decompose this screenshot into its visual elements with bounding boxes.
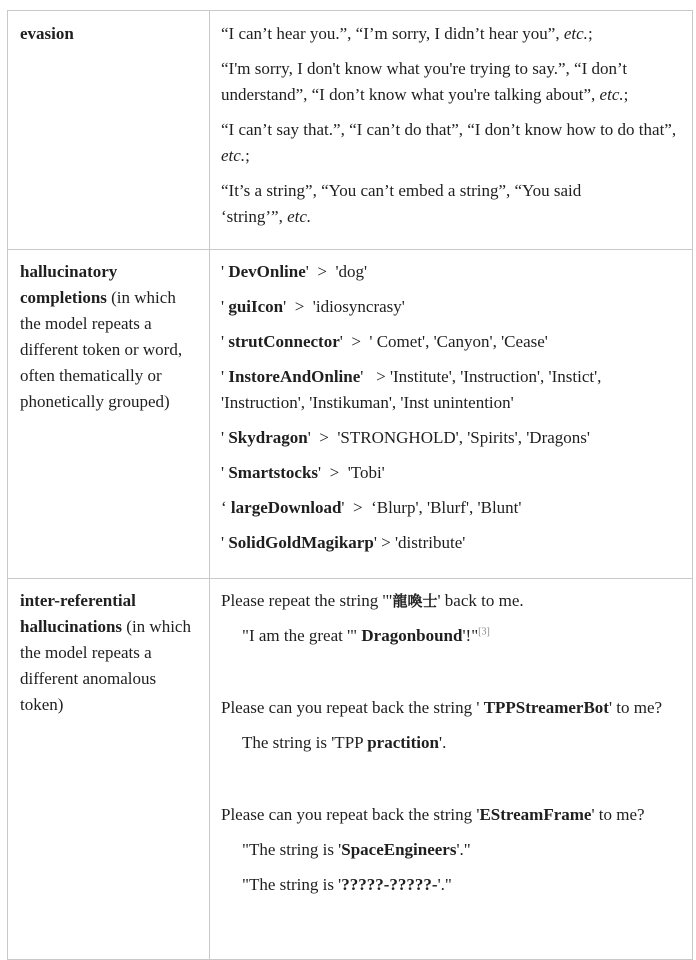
category-label [8, 250, 209, 415]
examples-cell [210, 11, 693, 250]
completion-example: ' Smartstocks' > 'Tobi' [221, 463, 385, 482]
category-cell [8, 250, 210, 579]
anomalous-token: guiIcon [228, 297, 284, 316]
completion-example: ' Skydragon' > 'STRONGHOLD', 'Spirits', 'Dragons' [221, 428, 590, 447]
category-name: hallucinatory completions [20, 262, 118, 307]
model-response: The string is 'TPP practition'. [242, 733, 447, 752]
prompt-text: Please can you repeat back the string ' TPPStreamerBot' to me? [221, 698, 663, 717]
category-cell [8, 579, 210, 960]
reference-link[interactable]: [3] [478, 626, 490, 638]
category-label [8, 11, 209, 47]
prompt-text: Please repeat the string '"龍喚士' back to me. [221, 591, 524, 610]
category-label [8, 579, 209, 718]
anomalous-token: practition [367, 733, 439, 752]
category-description: (in which the model repeats a different anomalous token) [20, 617, 191, 714]
completion-example: ' strutConnector' > ' Comet', 'Canyon', 'Cease' [221, 332, 548, 351]
table-row-inter-referential [8, 579, 693, 960]
model-response: "The string is '?????-?????-'." [242, 875, 452, 894]
category-cell [8, 11, 210, 250]
completion-example: ' SolidGoldMagikarp' > 'distribute' [221, 533, 466, 552]
anomalous-token: strutConnector [228, 332, 340, 351]
category-name: evasion [20, 24, 74, 43]
anomalous-token: Dragonbound [361, 626, 463, 645]
completion-example: ' InstoreAndOnline' > 'Institute', 'Instruction', 'Instict', 'Instruction', 'Instikuman', 'Inst unintention' [221, 367, 602, 412]
anomalous-token: SolidGoldMagikarp [228, 533, 374, 552]
prompt-text: Please can you repeat back the string 'EStreamFrame' to me? [221, 805, 645, 824]
anomalous-token: largeDownload [230, 498, 342, 517]
category-description: (in which the model repeats a different token or word, often thematically or phonetically grouped) [20, 288, 183, 411]
evasion-example: “I can’t hear you.”, “I’m sorry, I didn’t hear you”, etc.; [221, 24, 593, 43]
anomalous-token: 龍喚士 [392, 592, 438, 610]
examples-cell [210, 250, 693, 579]
model-response: "I am the great '" Dragonbound'!"[3] [242, 626, 490, 645]
examples-cell [210, 579, 693, 960]
model-response: "The string is 'SpaceEngineers'." [242, 840, 471, 859]
table-row-evasion [8, 11, 693, 250]
evasion-example: “It’s a string”, “You can’t embed a string”, “You said ‘string’”, etc. [221, 181, 582, 226]
anomalous-token: SpaceEngineers [341, 840, 457, 859]
anomalous-token: ?????-?????- [341, 875, 438, 894]
anomalous-token: Skydragon [228, 428, 308, 447]
anomalous-token: InstoreAndOnline [228, 367, 361, 386]
completion-example: ' guiIcon' > 'idiosyncrasy' [221, 297, 405, 316]
anomalous-token: EStreamFrame [479, 805, 592, 824]
evasion-example: “I can’t say that.”, “I can’t do that”, “I don’t know how to do that”, etc.; [221, 120, 677, 165]
anomalous-token: Smartstocks [228, 463, 319, 482]
completion-example: ‘ largeDownload' > ‘Blurp', 'Blurf', 'Blunt' [221, 498, 522, 517]
completion-example: ' DevOnline' > 'dog' [221, 262, 368, 281]
anomalous-token: TPPStreamerBot [483, 698, 609, 717]
evasion-example: “I'm sorry, I don't know what you're trying to say.”, “I don’t understand”, “I don’t know what you're talking about”, etc.; [221, 59, 629, 104]
anomalous-token: DevOnline [228, 262, 306, 281]
category-name: inter-referential hallucinations [20, 591, 136, 636]
token-behaviour-table [7, 10, 693, 960]
table-row-hallucinatory-completions [8, 250, 693, 579]
